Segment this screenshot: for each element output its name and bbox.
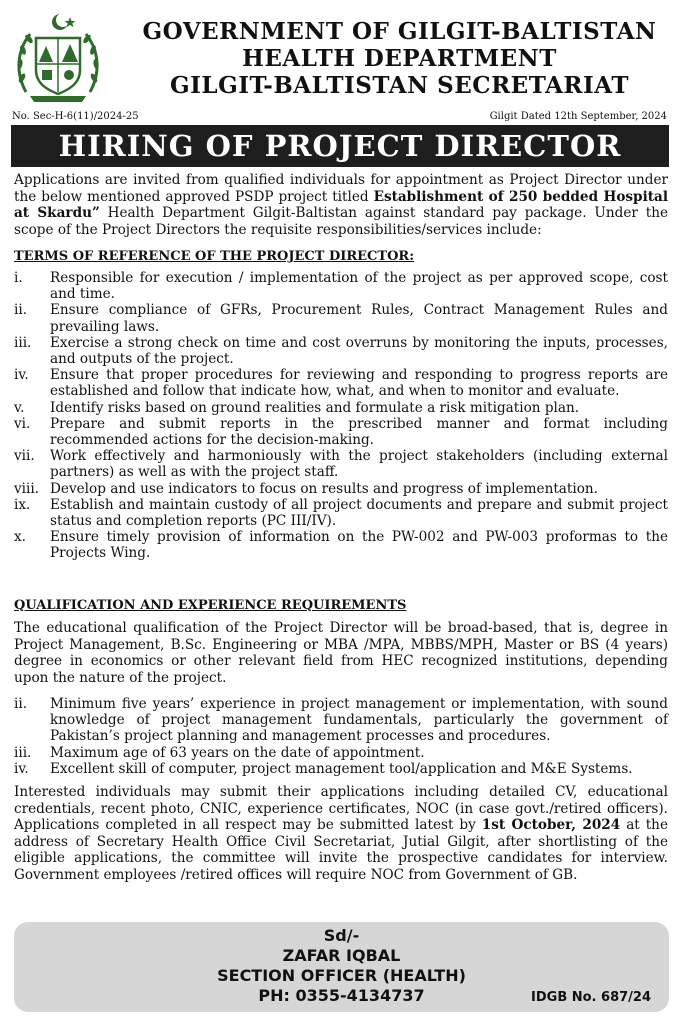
- project-title: Establishment of 250 bedded Hospital at Skardu”: [14, 188, 668, 222]
- intro-text-continued: Health Department Gilgit-Baltistan against standard pay package. Under the scope of the Project Directors the requisite responsibilities/services include:: [14, 205, 668, 238]
- item-number: ix.: [14, 496, 31, 513]
- item-number: iv.: [14, 367, 29, 384]
- deadline-date: 1st October, 2024: [481, 817, 621, 834]
- intro-text: Applications are invited from qualified individuals for appointment as Project Director under the below mentioned approved PSDP project titled: [14, 172, 668, 205]
- item-text: Prepare and submit reports in the prescribed manner and format including recommended actions for the decision-making.: [50, 415, 668, 449]
- list-item: [14, 448, 668, 480]
- item-number: i.: [14, 270, 23, 286]
- signatory-phone: PH: 0355-4134737: [258, 986, 425, 1005]
- header-government: GOVERNMENT OF GILGIT-BALTISTAN: [142, 18, 657, 45]
- list-item: [14, 416, 668, 448]
- item-number: iii.: [14, 744, 32, 761]
- closing-text-continued: at the address of Secretary Health Office Civil Secretariat, Jutial Gilgit, after shortlisting of the eligible applications, the committee will invite the prospective candidates for interview. Government employees /retired offices will require NOC from Government of GB.: [14, 817, 668, 883]
- signatory-designation: SECTION OFFICER (HEALTH): [217, 966, 466, 985]
- header-secretariat: GILGIT-BALTISTAN SECRETARIAT: [170, 72, 629, 99]
- list-item: [14, 745, 668, 761]
- list-item: [14, 696, 668, 745]
- reference-date: Gilgit Dated 12th September, 2024: [489, 111, 667, 122]
- item-text: Maximum age of 63 years on the date of appointment.: [50, 744, 425, 761]
- closing-paragraph: [14, 784, 668, 884]
- list-item: [14, 529, 668, 561]
- item-number: ii.: [14, 696, 28, 712]
- item-number: x.: [14, 529, 26, 546]
- item-text: Excellent skill of computer, project management tool/application and M&E Systems.: [50, 760, 633, 777]
- item-number: iv.: [14, 760, 29, 777]
- item-number: viii.: [14, 480, 40, 497]
- header-department: HEALTH DEPARTMENT: [242, 45, 557, 72]
- qualification-list: [14, 696, 668, 777]
- item-number: ii.: [14, 302, 28, 319]
- item-text: Ensure timely provision of information on the PW-002 and PW-003 proformas to the Projects Wing.: [50, 529, 668, 562]
- list-item: [14, 367, 668, 399]
- item-text: Ensure compliance of GFRs, Procurement Rules, Contract Management Rules and prevailing laws.: [50, 302, 668, 335]
- intro-paragraph: [14, 172, 668, 238]
- page-title: HIRING OF PROJECT DIRECTOR: [11, 125, 669, 167]
- item-text: Establish and maintain custody of all project documents and prepare and submit project status and completion reports (PC III/IV).: [50, 496, 668, 530]
- item-number: iii.: [14, 334, 32, 351]
- list-item: [14, 270, 668, 302]
- item-text: Work effectively and harmoniously with the project stakeholders (including external partners) as well as with the project staff.: [50, 448, 668, 481]
- tor-list: [14, 270, 668, 562]
- list-item: [14, 400, 668, 416]
- list-item: [14, 761, 668, 777]
- item-text: Develop and use indicators to focus on results and progress of implementation.: [50, 480, 598, 497]
- item-text: Exercise a strong check on time and cost overruns by monitoring the inputs, processes, and outputs of the project.: [50, 334, 668, 368]
- qualification-intro: The educational qualification of the Project Director will be broad-based, that is, degree in Project Management, B.Sc. Engineering or MBA /MPA, MBBS/MPH, Master or BS (4 years) degree in economics or other relevant field from HEC recognized institutions, depending upon the nature of the project.: [14, 620, 668, 686]
- idgb-number: IDGB No. 687/24: [531, 990, 651, 1005]
- item-text: Ensure that proper procedures for reviewing and responding to progress reports are established and follow that indicate how, what, and when to monitor and evaluate.: [50, 367, 668, 400]
- government-emblem-icon: [12, 8, 104, 104]
- closing-text: Interested individuals may submit their applications including detailed CV, educational credentials, recent photo, CNIC, experience certificates, NOC (in case govt./retired officers). Applications completed in all respect may be submitted latest by: [14, 784, 668, 834]
- list-item: [14, 481, 668, 497]
- item-text: Minimum five years’ experience in project management or implementation, with sound knowledge of project management fundamentals, particularly the government of Pakistan’s project planning and management processes and procedures.: [50, 696, 668, 745]
- tor-heading: TERMS OF REFERENCE OF THE PROJECT DIRECTOR:: [14, 249, 414, 264]
- qualification-heading: QUALIFICATION AND EXPERIENCE REQUIREMENTS: [14, 598, 407, 613]
- item-number: vii.: [14, 448, 35, 465]
- list-item: [14, 302, 668, 334]
- item-text: Responsible for execution / implementation of the project as per approved scope, cost and time.: [50, 270, 668, 303]
- item-number: vi.: [14, 415, 31, 432]
- list-item: [14, 335, 668, 367]
- list-item: [14, 497, 668, 529]
- item-text: Identify risks based on ground realities and formulate a risk mitigation plan.: [50, 399, 580, 416]
- signature-sd: Sd/-: [323, 926, 360, 945]
- reference-number: No. Sec-H-6(11)/2024-25: [12, 111, 139, 122]
- signatory-name: ZAFAR IQBAL: [282, 946, 401, 965]
- item-number: v.: [14, 399, 25, 416]
